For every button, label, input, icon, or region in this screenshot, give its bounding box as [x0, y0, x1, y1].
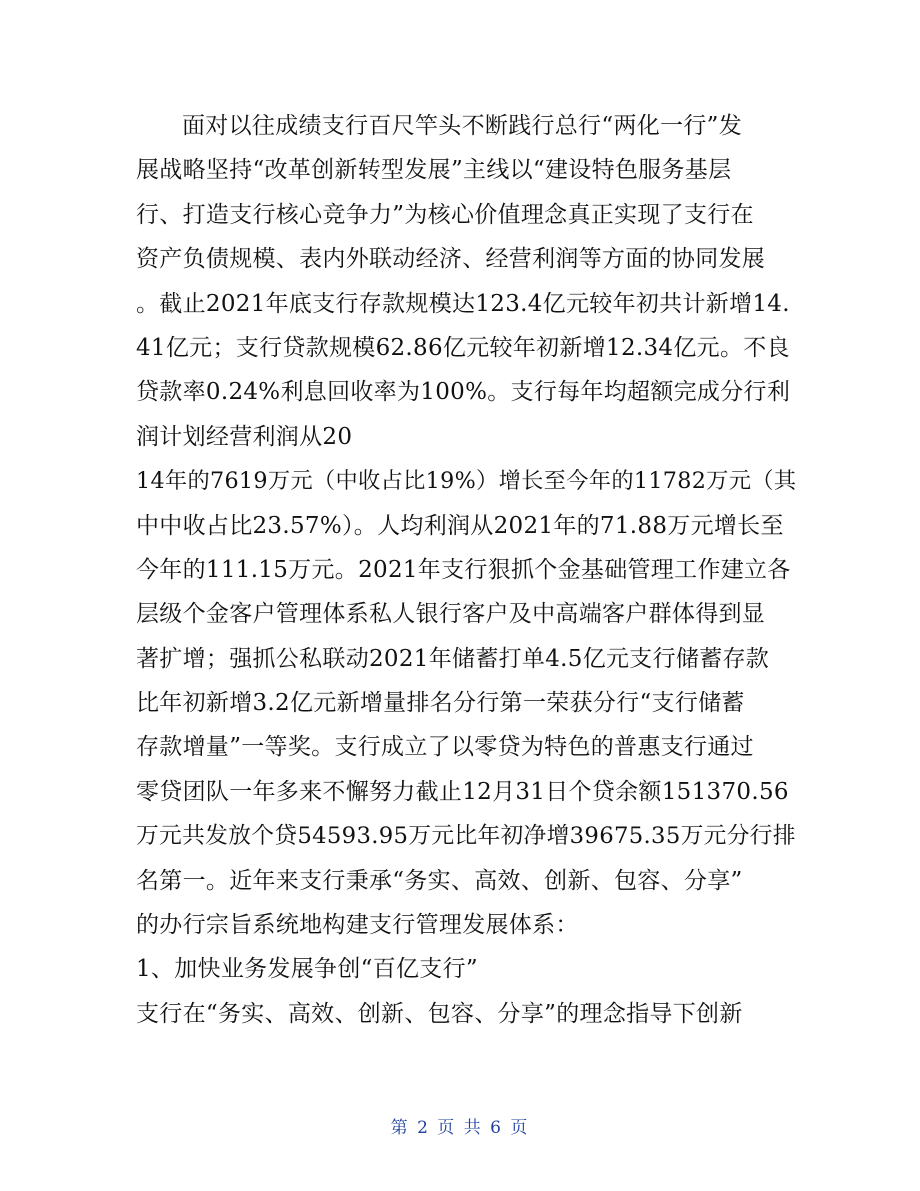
text-line-13: 著扩增；强抓公私联动2021年储蓄打单4.5亿元支行储蓄存款 [136, 645, 770, 672]
text-line-15: 存款增量”一等奖。支行成立了以零贷为特色的普惠支行通过 [136, 734, 754, 761]
section-heading: 1、加快业务发展争创“百亿支行” [136, 956, 478, 983]
text-line-19: 的办行宗旨系统地构建支行管理发展体系： [136, 912, 579, 939]
text-line-11: 今年的111.15万元。2021年支行狠抓个金基础管理工作建立各 [136, 556, 791, 583]
text-line-5: 。截止2021年底支行存款规模达123.4亿元较年初共计新增14. [136, 290, 790, 317]
text-line-6: 41亿元；支行贷款规模62.86亿元较年初新增12.34亿元。不良 [136, 334, 790, 361]
text-line-18: 名第一。近年来支行秉承“务实、高效、创新、包容、分享” [136, 867, 743, 894]
text-line-8: 润计划经营利润从20 [136, 423, 353, 450]
text-line-2: 展战略坚持“改革创新转型发展”主线以“建设特色服务基层 [136, 157, 732, 184]
text-line-12: 层级个金客户管理体系私人银行客户及中高端客户群体得到显 [136, 601, 766, 628]
text-line-4: 资产负债规模、表内外联动经济、经营利润等方面的协同发展 [136, 246, 766, 273]
text-line-16: 零贷团队一年多来不懈努力截止12月31日个贷余额151370.56 [136, 778, 789, 805]
text-line-3: 行、打造支行核心竞争力”为核心价值理念真正实现了支行在 [136, 201, 754, 228]
text-line-9: 14年的7619万元（中收占比19%）增长至今年的11782万元（其 [136, 468, 797, 495]
text-line-17: 万元共发放个贷54593.95万元比年初净增39675.35万元分行排 [136, 823, 796, 850]
text-line-21: 支行在“务实、高效、创新、包容、分享”的理念指导下创新 [136, 1000, 743, 1027]
document-body [136, 104, 796, 1036]
page-number-footer: 第 2 页 共 6 页 [390, 1118, 530, 1138]
text-line-10: 中中收占比23.57%）。人均利润从2021年的71.88万元增长至 [136, 512, 784, 539]
text-line-1: 面对以往成绩支行百尺竿头不断践行总行“两化一行”发 [182, 113, 743, 139]
text-line-14: 比年初新增3.2亿元新增量排名分行第一荣获分行“支行储蓄 [136, 690, 745, 717]
text-line-7: 贷款率0.24%利息回收率为100%。支行每年均超额完成分行利 [136, 379, 791, 406]
